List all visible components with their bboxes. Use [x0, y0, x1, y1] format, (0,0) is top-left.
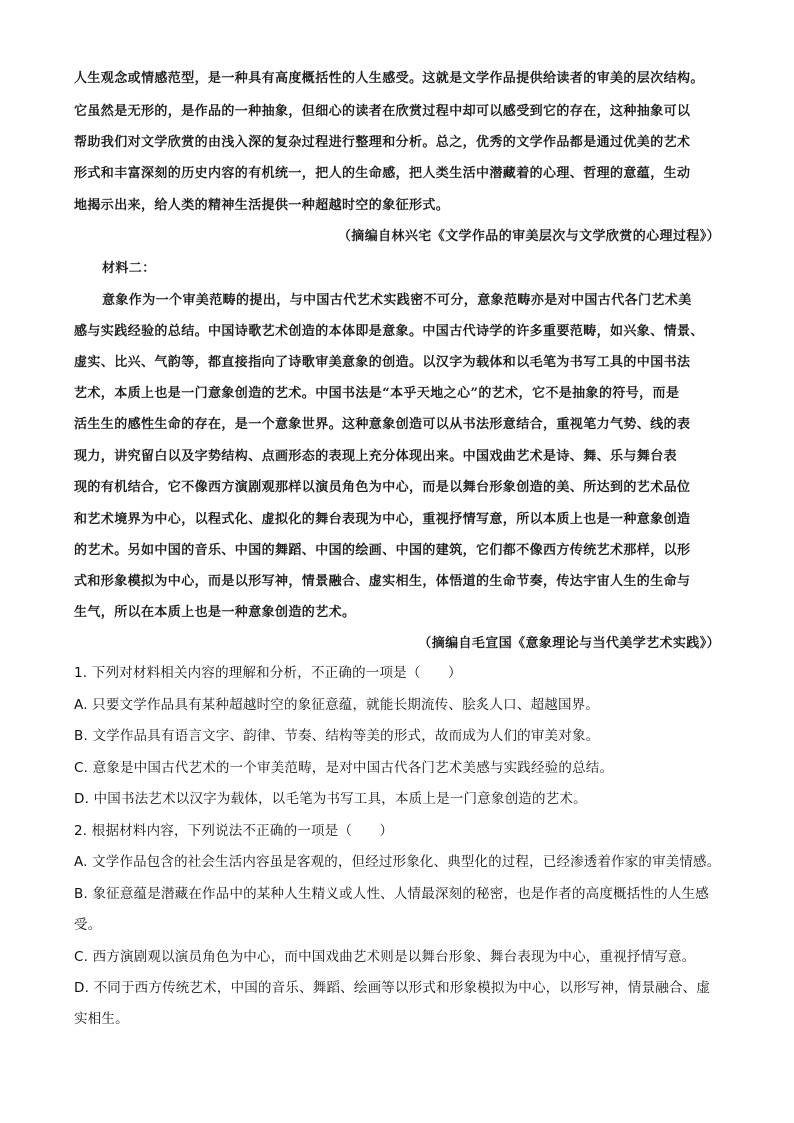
passage1-line: 形式和丰富深刻的历史内容的有机统一，把人的生命感，把人类生活中潜藏着的心理、哲理的意蕴，生动: [74, 166, 691, 181]
passage1-line: 它虽然是无形的，是作品的一种抽象，但细心的读者在欣赏过程中却可以感受到它的存在，这种抽象可以: [74, 104, 691, 119]
passage1-line: 人生观念或情感范型，是一种具有高度概括性的人生感受。这就是文学作品提供给读者的审美的层次结构。: [74, 71, 704, 86]
passage1-line: 地揭示出来，给人类的精神生活提供一种超越时空的象征形式。: [74, 198, 450, 213]
question-2-option-b: B. 象征意蕴是潜藏在作品中的某种人生精义或人性、人情最深刻的秘密，也是作者的高度概括性的人生感: [74, 886, 709, 902]
passage2-line: 艺术，本质上也是一门意象创造的艺术。中国书法是“本乎天地之心”的艺术，它不是抽象的符号，而是: [74, 386, 680, 401]
question-2-option-d: D. 不同于西方传统艺术，中国的音乐、舞蹈、绘画等以形式和形象模拟为中心，以形写神，情景融合、虚: [74, 980, 711, 996]
question-1-option-c: C. 意象是中国古代艺术的一个审美范畴，是对中国古代各门艺术美感与实践经验的总结。: [74, 760, 614, 776]
passage2-line: 生气，所以在本质上也是一种意象创造的艺术。: [74, 605, 356, 620]
question-1-option-d: D. 中国书法艺术以汉字为载体，以毛笔为书写工具，本质上是一门意象创造的艺术。: [74, 791, 587, 807]
passage1-source: （摘编自林兴宅《文学作品的审美层次与文学欣赏的心理过程》）: [337, 229, 720, 244]
question-1-stem: 1. 下列对材料相关内容的理解和分析，不正确的一项是（ ）: [74, 665, 462, 681]
passage2-heading: 材料二：: [102, 261, 156, 276]
question-1-option-a: A. 只要文学作品具有某种超越时空的象征意蕴，就能长期流传、脍炙人口、超越国界。: [74, 697, 600, 713]
passage2-line: 虚实、比兴、气韵等，都直接指向了诗歌审美意象的创造。以汉字为载体和以毛笔为书写工具的中国书法: [74, 355, 691, 370]
passage2-line: 感与实践经验的总结。中国诗歌艺术创造的本体即是意象。中国古代诗学的许多重要范畴，如兴象、情景、: [74, 324, 704, 339]
passage1-line: 帮助我们对文学欣赏的由浅入深的复杂过程进行整理和分析。总之，优秀的文学作品都是通过优美的艺术: [74, 135, 691, 150]
question-2-option-b-cont: 受。: [74, 917, 102, 933]
passage2-line: 式和形象模拟为中心，而是以形写神，情景融合、虚实相生，体悟道的生命节奏，传达宇宙人生的生命与: [74, 574, 691, 589]
passage2-line: 和艺术境界为中心，以程式化、虚拟化的舞台表现为中心，重视抒情写意，所以本质上也是一种意象创造: [74, 512, 691, 527]
question-2-option-c: C. 西方演剧观以演员角色为中心，而中国戏曲艺术则是以舞台形象、舞台表现为中心，重视抒情写意。: [74, 949, 696, 965]
passage2-line: 意象作为一个审美范畴的提出，与中国古代艺术实践密不可分，意象范畴亦是对中国古代各门艺术美: [102, 293, 692, 308]
passage2-source: （摘编自毛宣国《意象理论与当代美学艺术实践》）: [418, 636, 720, 651]
question-1-option-b: B. 文学作品具有语言文字、韵律、节奏、结构等美的形式，故而成为人们的审美对象。: [74, 728, 600, 744]
passage2-line: 现的有机结合，它不像西方演剧观那样以演员角色为中心，而是以舞台形象创造的美、所达到的艺术品位: [74, 480, 691, 495]
passage2-line: 的艺术。另如中国的音乐、中国的舞蹈、中国的绘画、中国的建筑，它们都不像西方传统艺术那样，以形: [74, 543, 691, 558]
passage2-line: 现力，讲究留白以及字势结构、点画形态的表现上充分体现出来。中国戏曲艺术是诗、舞、乐与舞台表: [74, 449, 678, 464]
passage2-line: 活生生的感性生命的存在，是一个意象世界。这种意象创造可以从书法形意结合，重视笔力气势、线的表: [74, 417, 691, 432]
question-2-option-a: A. 文学作品包含的社会生活内容虽是客观的，但经过形象化、典型化的过程，已经渗透着作家的审美情感。: [74, 854, 721, 870]
question-2-stem: 2. 根据材料内容，下列说法不正确的一项是（ ）: [74, 823, 394, 839]
question-2-option-d-cont: 实相生。: [74, 1011, 129, 1027]
